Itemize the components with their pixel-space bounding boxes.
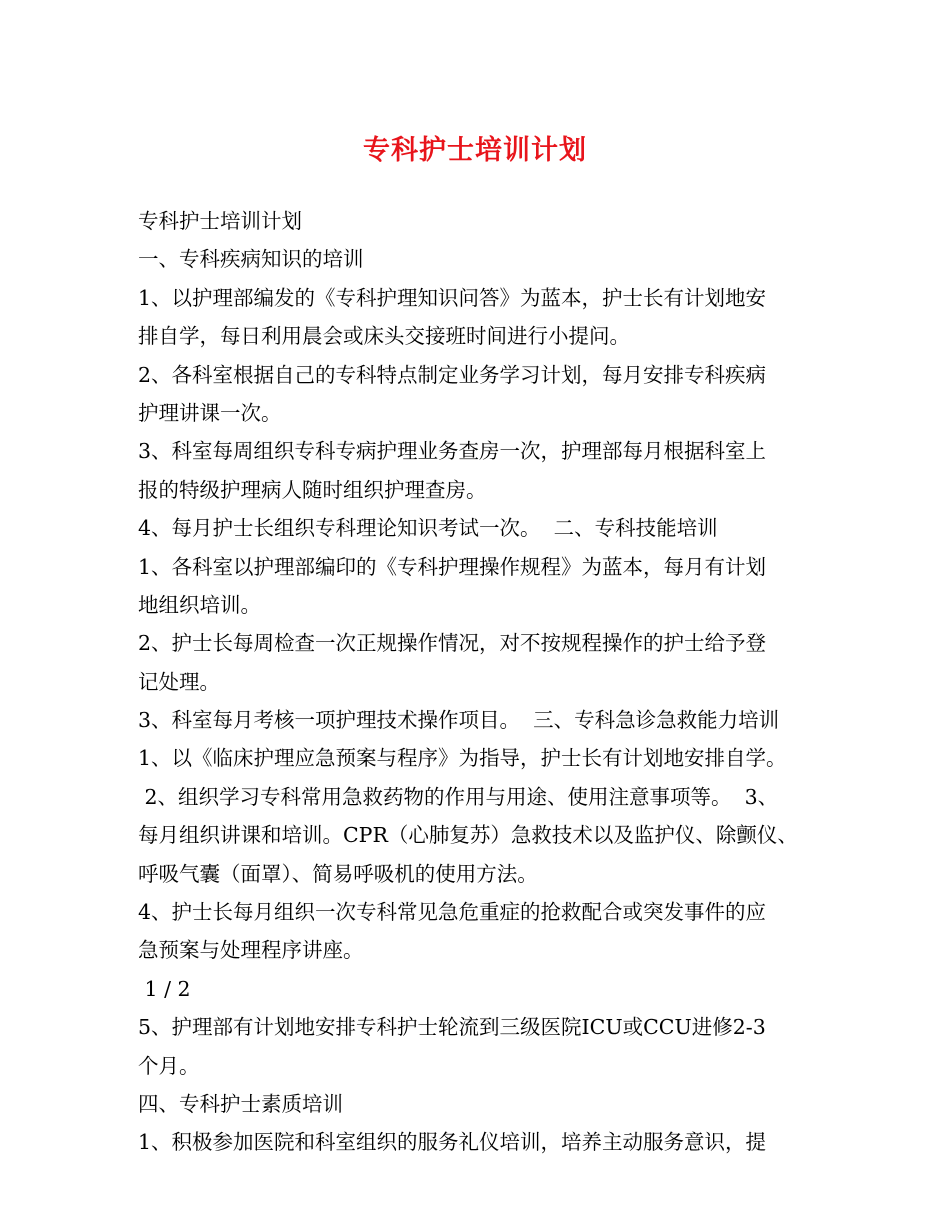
document-title: 专科护士培训计划 <box>363 135 587 166</box>
body-line: 5、护理部有计划地安排专科护士轮流到三级医院ICU或CCU进修2-3 <box>138 1015 766 1040</box>
body-line: 一、专科疾病知识的培训 <box>138 247 364 272</box>
body-line: 急预案与处理程序讲座。 <box>138 938 364 963</box>
body-line: 4、护士长每月组织一次专科常见急危重症的抢救配合或突发事件的应 <box>138 900 767 925</box>
body-line: 个月。 <box>138 1053 200 1078</box>
body-line: 2、各科室根据自己的专科特点制定业务学习计划，每月安排专科疾病 <box>138 362 767 387</box>
body-line: 1、各科室以护理部编印的《专科护理操作规程》为蓝本，每月有计划 <box>138 554 767 579</box>
body-line: 2、护士长每周检查一次正规操作情况，对不按规程操作的护士给予登 <box>138 631 767 656</box>
body-line: 4、每月护士长组织专科理论知识考试一次。 二、专科技能培训 <box>138 516 718 541</box>
body-line: 每月组织讲课和培训。CPR（心肺复苏）急救技术以及监护仪、除颤仪、 <box>138 823 798 848</box>
body-line: 1、以护理部编发的《专科护理知识问答》为蓝本，护士长有计划地安 <box>138 285 767 310</box>
page-number: 1 / 2 <box>138 976 191 1001</box>
body-line: 地组织培训。 <box>138 592 261 617</box>
document-body <box>138 202 828 1162</box>
body-line: 3、科室每月考核一项护理技术操作项目。 三、专科急诊急救能力培训 <box>138 708 780 733</box>
body-line: 1、积极参加医院和科室组织的服务礼仪培训，培养主动服务意识，提 <box>138 1130 767 1155</box>
body-line: 专科护士培训计划 <box>138 209 302 233</box>
body-line: 3、科室每周组织专科专病护理业务查房一次，护理部每月根据科室上 <box>138 439 767 464</box>
body-line: 四、专科护士素质培训 <box>138 1091 343 1116</box>
body-line: 1、以《临床护理应急预案与程序》为指导，护士长有计划地安排自学。 <box>138 746 787 771</box>
body-line: 护理讲课一次。 <box>138 400 282 425</box>
body-line: 呼吸气囊（面罩）、简易呼吸机的使用方法。 <box>138 861 538 886</box>
body-line: 2、组织学习专科常用急救药物的作用与用途、使用注意事项等。 3、 <box>138 784 779 809</box>
body-line: 报的特级护理病人随时组织护理查房。 <box>138 477 487 502</box>
body-line: 记处理。 <box>138 669 220 694</box>
body-line: 排自学，每日利用晨会或床头交接班时间进行小提问。 <box>138 324 630 349</box>
